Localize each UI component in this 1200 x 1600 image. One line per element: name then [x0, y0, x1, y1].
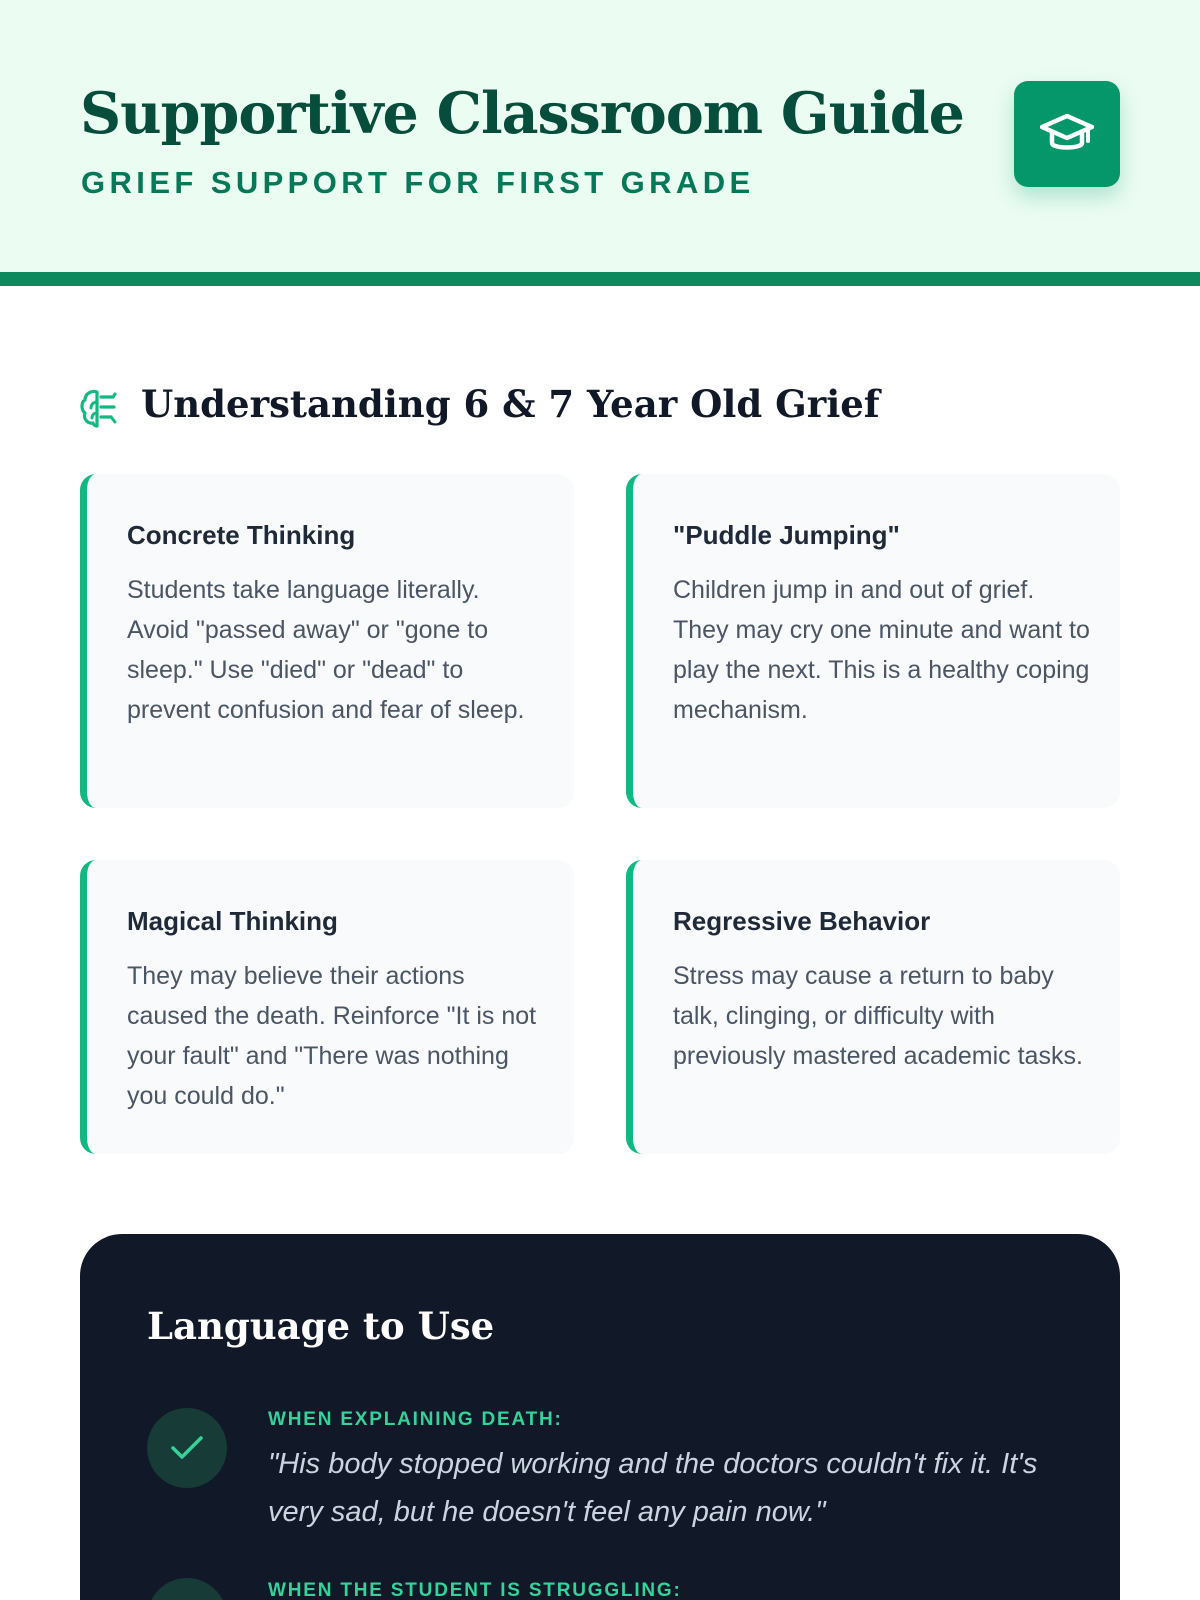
brain-icon: [80, 388, 118, 428]
card-text: Stress may cause a return to baby talk, clinging, or difficulty with previously mastered academic tasks.: [673, 962, 1083, 1070]
info-card-regressive-behavior: [626, 860, 1120, 1154]
page-title: Supportive Classroom Guide: [80, 80, 964, 147]
check-badge: [147, 1408, 227, 1488]
language-title: Language to Use: [147, 1304, 495, 1348]
card-title: Concrete Thinking: [127, 520, 356, 550]
graduation-cap-badge: [1014, 81, 1120, 187]
info-card-magical-thinking: [80, 860, 574, 1154]
info-card-concrete-thinking: [80, 474, 574, 808]
info-card-puddle-jumping: [626, 474, 1120, 808]
tip-label: WHEN THE STUDENT IS STRUGGLING:: [268, 1580, 682, 1600]
page-header: [0, 0, 1200, 286]
section-title: Understanding 6 & 7 Year Old Grief: [141, 382, 880, 426]
card-text: They may believe their actions caused the death. Reinforce "It is not your fault" and "There was nothing you could do.": [127, 962, 537, 1110]
graduation-cap-icon: [1040, 112, 1094, 156]
tip-quote: "His body stopped working and the doctors couldn't fix it. It's very sad, but he doesn't feel any pain now.": [268, 1448, 1038, 1528]
card-text: Children jump in and out of grief. They may cry one minute and want to play the next. This is a healthy coping mechanism.: [673, 576, 1090, 724]
tip-label: WHEN EXPLAINING DEATH:: [268, 1409, 563, 1430]
card-title: Magical Thinking: [127, 906, 338, 936]
card-text: Students take language literally. Avoid "passed away" or "gone to sleep." Use "died" or "dead" to prevent confusion and fear of sleep.: [127, 576, 525, 724]
page-subtitle: GRIEF SUPPORT FOR FIRST GRADE: [81, 165, 755, 200]
language-panel: [80, 1234, 1120, 1600]
card-title: Regressive Behavior: [673, 906, 931, 936]
check-icon: [170, 1435, 204, 1461]
check-badge: [147, 1578, 227, 1600]
card-title: "Puddle Jumping": [673, 520, 900, 550]
